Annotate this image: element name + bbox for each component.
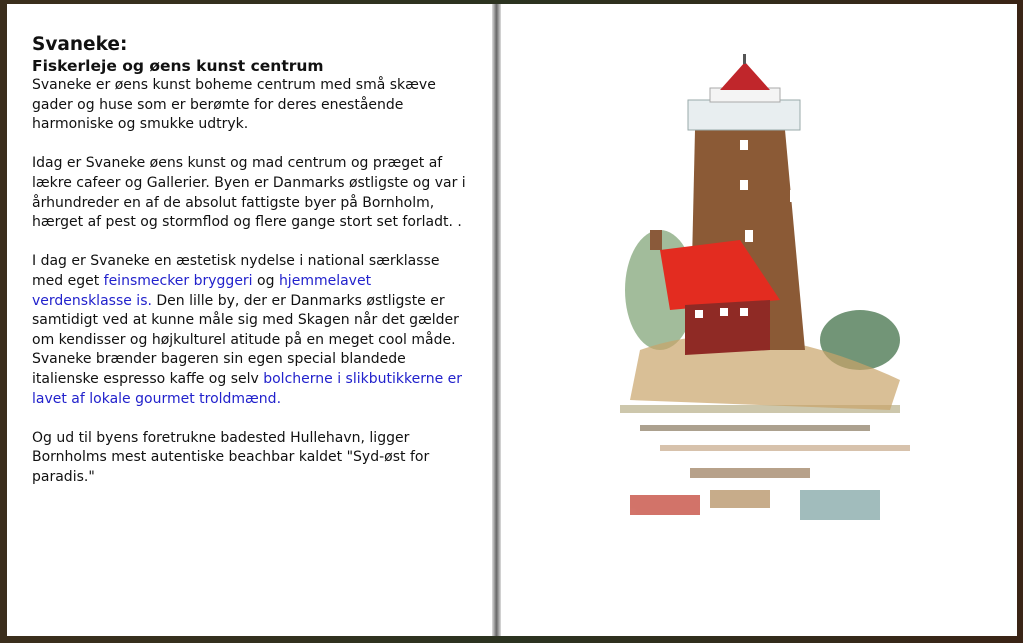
paragraph-1: Svaneke er øens kunst boheme centrum med små skæve gader og huse som er berømte for deres enestående harmoniske og smukke udtryk. xyxy=(32,77,436,133)
text: I dag er Svaneke en æstetisk nydelse i national særklasse med eget xyxy=(32,253,440,289)
paragraph-2: Idag er Svaneke øens kunst og mad centrum og præget af lækre cafeer og Gallerier. Byen er Danmarks østligste og var i århundreder en af de absolut fattigste byer på Bornholm, hærget af pest og stormflod og flere gange stort set forladt. . xyxy=(32,155,466,231)
book-spine xyxy=(492,4,501,636)
article xyxy=(32,34,472,507)
page-title: Svaneke: xyxy=(32,34,128,55)
paragraph-3 xyxy=(32,252,472,409)
link-candy[interactable]: bolcherne i slikbutikkerne er lavet af lokale gourmet troldmænd. xyxy=(32,370,463,407)
text: Den lille by, der er Danmarks østligste er samtidigt ved at kunne måle sig med Skagen når det gælder om kendisser og højkulturel atitude på en meget cool måde. Svaneke brænder bageren sin egen special blandede italienske espresso kaffe og selv xyxy=(32,292,459,387)
paragraph-4: Og ud til byens foretrukne badested Hullehavn, ligger Bornholms mest autentiske beachbar kaldet "Syd-øst for paradis." xyxy=(32,429,430,485)
link-icecream[interactable]: hjemmelavet verdensklasse is. xyxy=(32,272,372,309)
text: og xyxy=(252,272,279,289)
lighthouse-watercolor-illustration xyxy=(600,50,930,540)
page-subtitle: Fiskerleje og øens kunst centrum xyxy=(32,57,324,75)
link-brewery[interactable]: feinsmecker bryggeri xyxy=(103,272,253,289)
